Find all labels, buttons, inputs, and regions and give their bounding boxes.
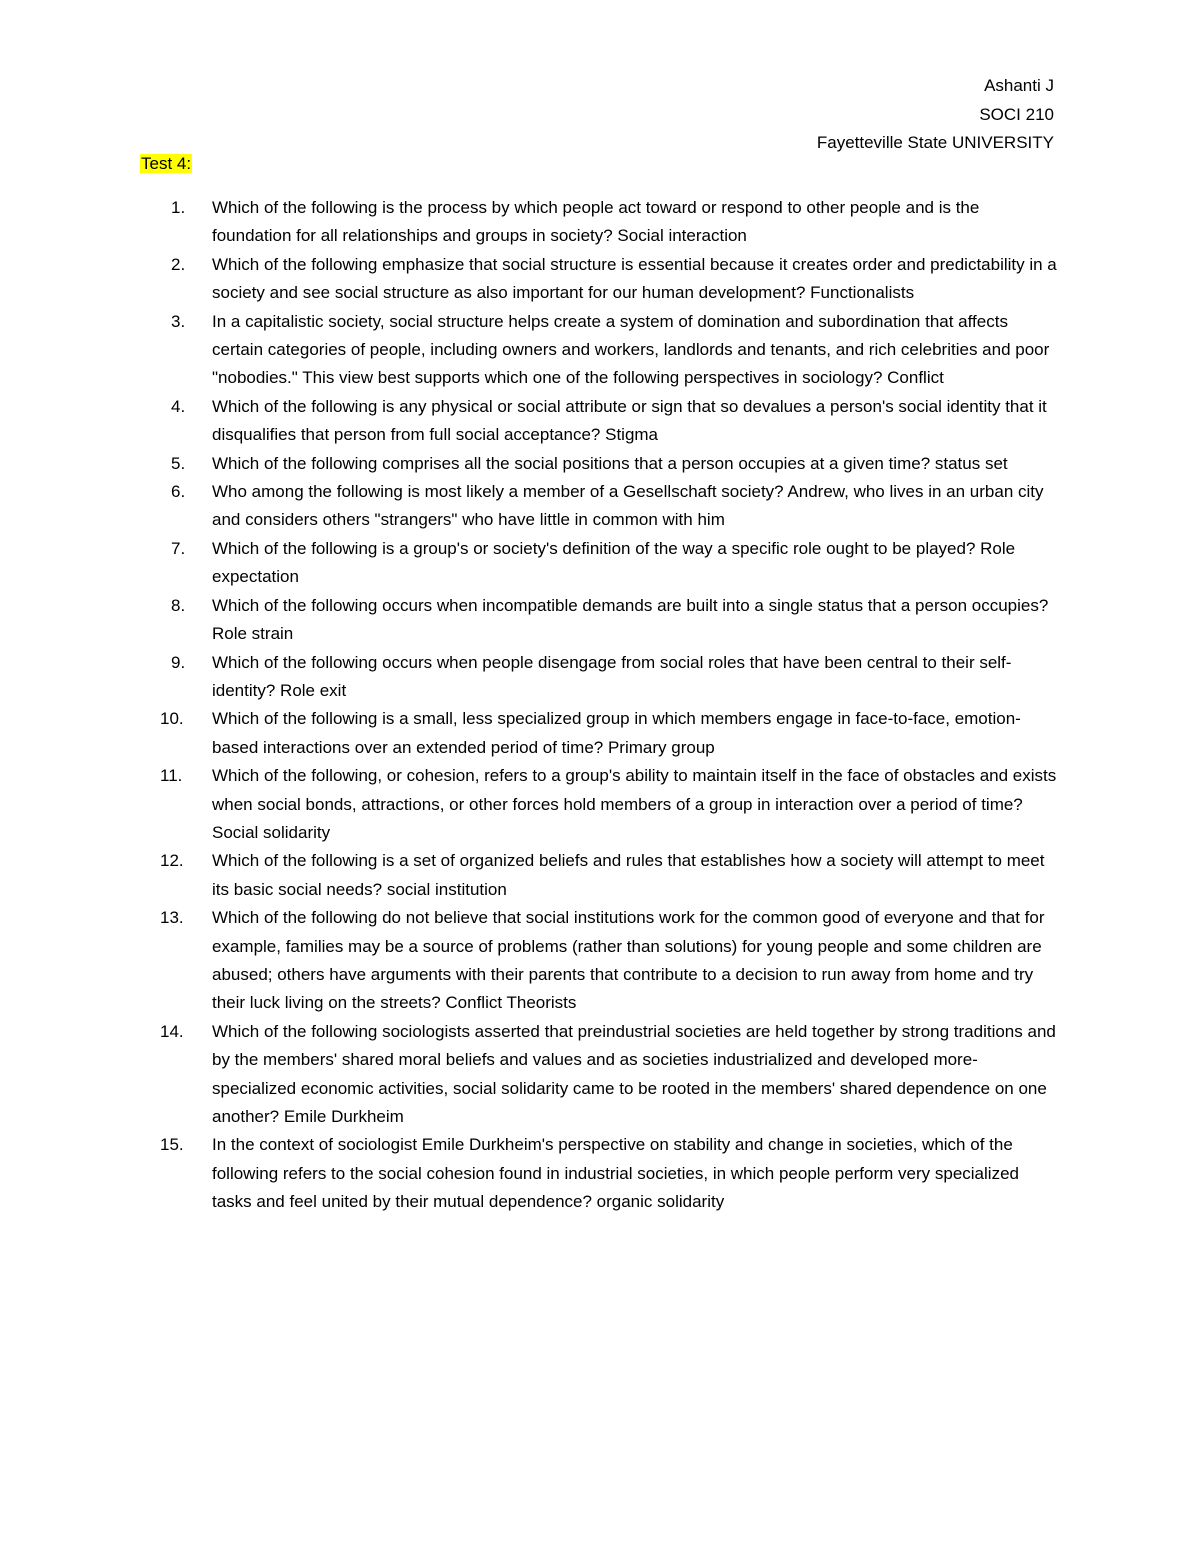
question-text: Who among the following is most likely a member of a Gesellschaft society? Andrew, who lives in an urban city and considers others "strangers" who have little in common with him xyxy=(212,482,1044,530)
question-item xyxy=(140,847,1060,904)
test-title-block xyxy=(140,150,192,178)
question-text: Which of the following do not believe that social institutions work for the common good of everyone and that for example, families may be a source of problems (rather than solutions) for young people and some children are abused; others have arguments with their parents that contribute to a decision to run away from home and try their luck living on the streets? Conflict Theorists xyxy=(212,908,1045,1013)
question-number: 5. xyxy=(171,453,186,473)
question-item xyxy=(140,308,1060,393)
question-list xyxy=(140,194,1060,1217)
header-block xyxy=(817,72,1054,158)
question-number: 8. xyxy=(171,595,186,615)
question-item xyxy=(140,762,1060,847)
school-name: Fayetteville State UNIVERSITY xyxy=(816,133,1054,152)
question-item xyxy=(140,1018,1060,1132)
question-number: 14. xyxy=(160,1021,184,1041)
question-number: 15. xyxy=(160,1135,184,1155)
question-item xyxy=(140,1131,1060,1216)
question-text: Which of the following is a small, less specialized group in which members engage in face-to-face, emotion-based interactions over an extended period of time? Primary group xyxy=(212,709,1021,757)
question-number: 10. xyxy=(160,709,184,729)
question-text: Which of the following is any physical or social attribute or sign that so devalues a person's social identity that it disqualifies that person from full social acceptance? Stigma xyxy=(212,396,1047,445)
question-text: Which of the following is the process by which people act toward or respond to other people and is the foundation for all relationships and groups in society? Social interaction xyxy=(212,198,980,246)
question-number: 3. xyxy=(171,311,186,331)
question-text: Which of the following emphasize that social structure is essential because it creates order and predictability in a society and see social structure as also important for our human development? Functionalists xyxy=(212,254,1057,303)
question-item xyxy=(140,393,1060,450)
question-text: Which of the following is a group's or society's definition of the way a specific role ought to be played? Role expectation xyxy=(212,538,1016,587)
question-text: In the context of sociologist Emile Durkheim's perspective on stability and change in societies, which of the following refers to the social cohesion found in industrial societies, in which people perform very specialized tasks and feel united by their mutual dependence? organic solidarity xyxy=(212,1135,1019,1212)
question-number: 13. xyxy=(160,908,184,928)
question-number: 6. xyxy=(171,482,186,502)
question-item xyxy=(140,592,1060,649)
question-number: 11. xyxy=(160,766,183,786)
question-item xyxy=(140,194,1060,251)
question-text: Which of the following is a set of organized beliefs and rules that establishes how a society will attempt to meet its basic social needs? social institution xyxy=(212,851,1045,899)
question-item xyxy=(140,450,1060,478)
question-item xyxy=(140,251,1060,308)
course-code: SOCI 210 xyxy=(979,104,1054,124)
question-text: In a capitalistic society, social structure helps create a system of domination and subordination that affects certain categories of people, including owners and workers, landlords and tenants, and rich celebrities and poor "nobodies." This view best supports which one of the following perspectives in sociology? Conflict xyxy=(212,311,1050,388)
author-name: Ashanti J xyxy=(984,76,1054,95)
question-item xyxy=(140,478,1060,535)
question-text: Which of the following occurs when incompatible demands are built into a single status that a person occupies? Role strain xyxy=(212,595,1049,644)
question-number: 7. xyxy=(171,538,186,558)
question-number: 4. xyxy=(171,396,186,416)
question-item xyxy=(140,649,1060,706)
question-item xyxy=(140,535,1060,592)
question-number: 12. xyxy=(160,851,184,871)
question-item xyxy=(140,705,1060,762)
question-number: 9. xyxy=(171,652,186,672)
question-text: Which of the following, or cohesion, refers to a group's ability to maintain itself in the face of obstacles and exists when social bonds, attractions, or other forces hold members of a group in interaction over a period of time? Social solidarity xyxy=(212,766,1057,842)
question-number: 2. xyxy=(171,254,186,274)
question-item xyxy=(140,904,1060,1018)
question-number: 1. xyxy=(171,198,186,217)
question-text: Which of the following comprises all the social positions that a person occupies at a given time? status set xyxy=(212,453,1008,473)
question-text: Which of the following occurs when people disengage from social roles that have been central to their self-identity? Role exit xyxy=(212,652,1012,700)
question-text: Which of the following sociologists asserted that preindustrial societies are held together by strong traditions and by the members' shared moral beliefs and values and as societies industrialized and developed more-specialized economic activities, social solidarity came to be rooted in the members' shared dependence on one another? Emile Durkheim xyxy=(212,1021,1056,1126)
test-title: Test 4: xyxy=(141,154,192,173)
